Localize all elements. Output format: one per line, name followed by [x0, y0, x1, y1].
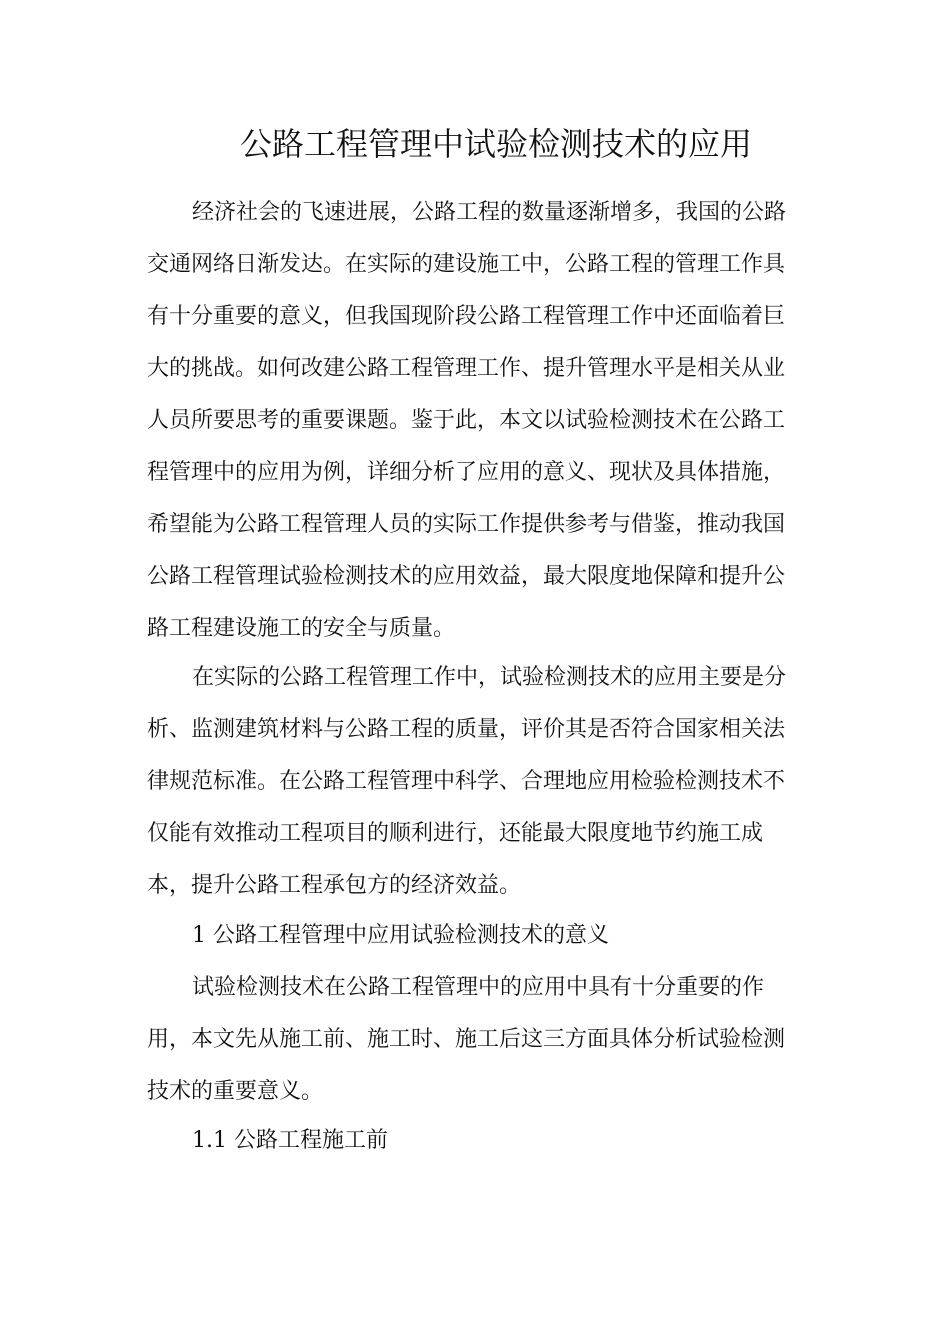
paragraph-line: 大的挑战。如何改建公路工程管理工作、提升管理水平是相关从业 [147, 356, 786, 381]
paragraph-line: 希望能为公路工程管理人员的实际工作提供参考与借鉴，推动我国 [147, 512, 786, 537]
paragraph-line: 技术的重要意义。 [147, 1079, 324, 1104]
section-heading-text: 1 公路工程管理中应用试验检测技术的意义 [192, 923, 609, 948]
paragraph-line: 在实际的公路工程管理工作中，试验检测技术的应用主要是分 [192, 665, 787, 690]
paragraph-line: 路工程建设施工的安全与质量。 [147, 616, 456, 641]
document-title: 公路工程管理中试验检测技术的应用 [240, 125, 753, 163]
paragraph-line: 有十分重要的意义，但我国现阶段公路工程管理工作中还面临着巨 [147, 304, 786, 329]
paragraph-line: 公路工程管理试验检测技术的应用效益，最大限度地保障和提升公 [147, 564, 786, 589]
section-heading-text: 1.1 公路工程施工前 [192, 1128, 388, 1153]
section-heading-1-1 [147, 1128, 797, 1158]
paragraph-line: 用，本文先从施工前、施工时、施工后这三方面具体分析试验检测 [147, 1027, 786, 1052]
paragraph-3 [147, 975, 797, 1115]
paragraph-line: 人员所要思考的重要课题。鉴于此，本文以试验检测技术在公路工 [147, 408, 786, 433]
paragraph-line: 律规范标准。在公路工程管理中科学、合理地应用检验检测技术不 [147, 769, 786, 794]
paragraph-line: 程管理中的应用为例，详细分析了应用的意义、现状及具体措施， [147, 460, 786, 485]
paragraph-line: 本，提升公路工程承包方的经济效益。 [147, 873, 522, 898]
paragraph-2 [147, 665, 797, 905]
paragraph-line: 经济社会的飞速进展，公路工程的数量逐渐增多，我国的公路 [192, 200, 787, 225]
paragraph-line: 交通网络日渐发达。在实际的建设施工中，公路工程的管理工作具 [147, 252, 786, 277]
paragraph-line: 析、监测建筑材料与公路工程的质量，评价其是否符合国家相关法 [147, 717, 786, 742]
paragraph-line: 试验检测技术在公路工程管理中的应用中具有十分重要的作 [192, 975, 765, 1000]
paragraph-1 [147, 200, 797, 650]
paragraph-line: 仅能有效推动工程项目的顺利进行，还能最大限度地节约施工成 [147, 821, 764, 846]
section-heading-1 [147, 923, 797, 953]
